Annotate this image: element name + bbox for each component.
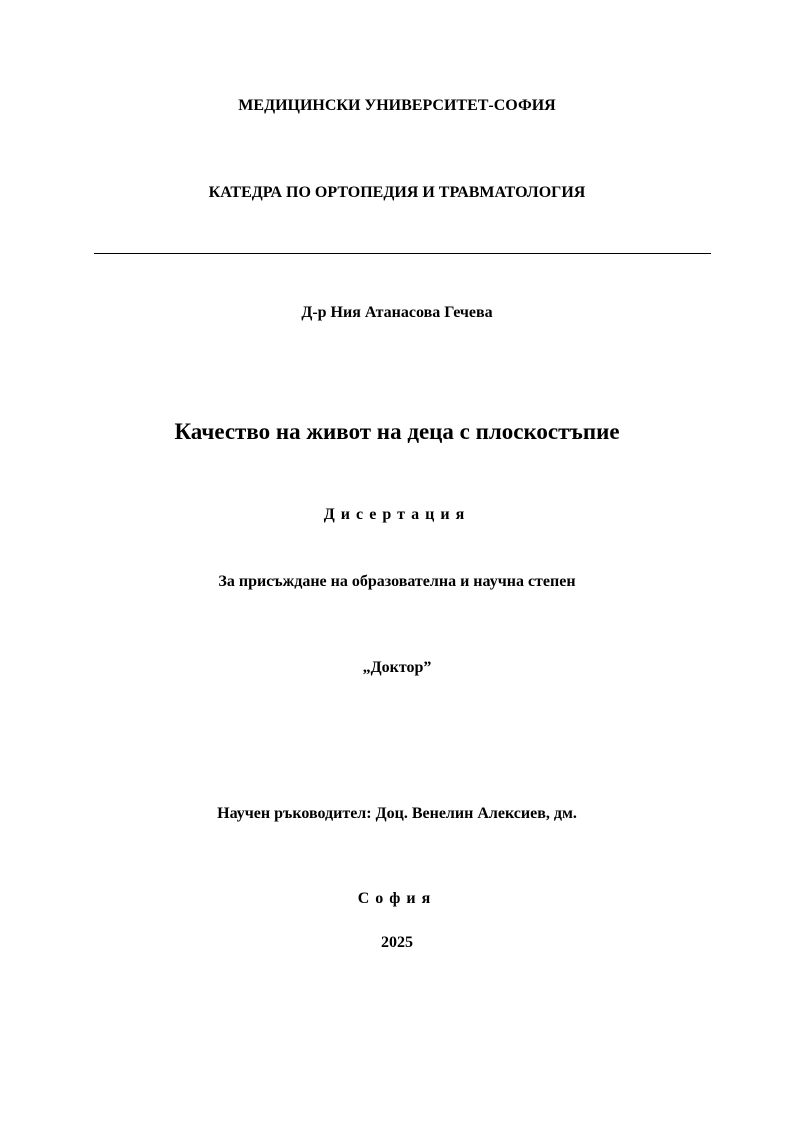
dissertation-title: Качество на живот на деца с плоскостъпие (174, 419, 620, 444)
scientific-supervisor: Научен ръководител: Доц. Венелин Алексиев, дм. (217, 805, 577, 822)
department-name: КАТЕДРА ПО ОРТОПЕДИЯ И ТРАВМАТОЛОГИЯ (208, 184, 586, 201)
city: София (357, 890, 437, 907)
university-name: МЕДИЦИНСКИ УНИВЕРСИТЕТ-СОФИЯ (238, 97, 556, 114)
degree-purpose: За присъждане на образователна и научна степен (218, 573, 576, 590)
document-type: Дисертация (323, 506, 471, 523)
year: 2025 (381, 934, 413, 951)
header-divider (94, 253, 711, 254)
author-name: Д-р Ния Атанасова Гечева (301, 304, 493, 321)
degree-name: „Доктор” (362, 659, 432, 676)
